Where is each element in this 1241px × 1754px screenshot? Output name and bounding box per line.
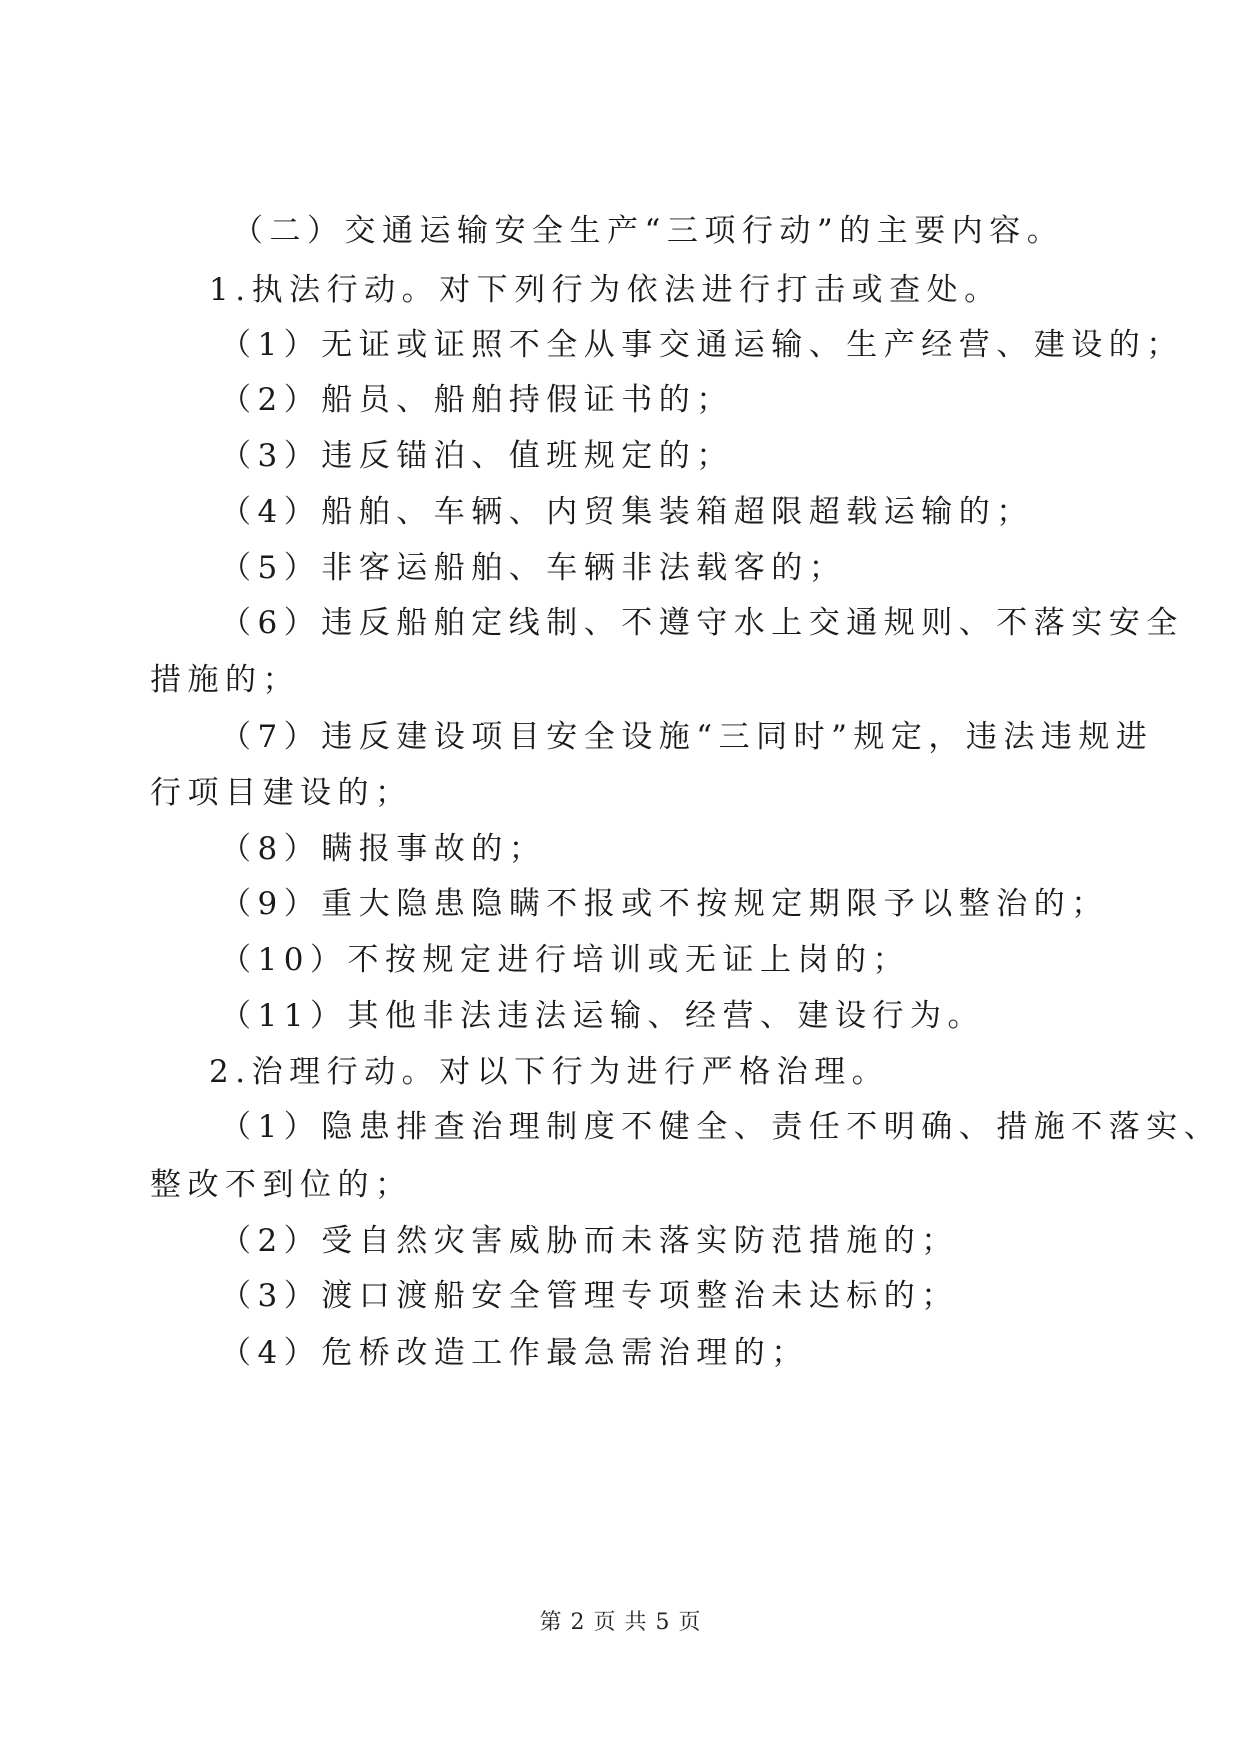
list-item: （3）违反锚泊、值班规定的； [220,438,734,474]
list-item: （1）隐患排查治理制度不健全、责任不明确、措施不落实、 [220,1109,1222,1145]
list-item: （4）船舶、车辆、内贸集装箱超限超载运输的； [220,494,1034,530]
list-item: （5）非客运船舶、车辆非法载客的； [220,550,847,586]
list-item: （1）无证或证照不全从事交通运输、生产经营、建设的； [220,327,1184,363]
list-item: （2）船员、船舶持假证书的； [220,382,734,418]
list-item-continuation: 行项目建设的； [150,775,413,811]
section-heading: （二）交通运输安全生产“三项行动”的主要内容。 [232,213,1065,249]
list-item-continuation: 措施的； [150,662,300,698]
list-item: （11）其他非法违法运输、经营、建设行为。 [220,998,985,1034]
list-item: （9）重大隐患隐瞒不报或不按规定期限予以整治的； [220,886,1109,922]
list-item: （8）瞒报事故的； [220,831,547,867]
list-item: （7）违反建设项目安全设施“三同时”规定，违法违规进 [220,719,1154,755]
subsection-heading: 2.治理行动。对以下行为进行严格治理。 [209,1054,890,1090]
subsection-heading: 1.执法行动。对下列行为依法进行打击或查处。 [209,272,1002,308]
list-item: （2）受自然灾害威胁而未落实防范措施的； [220,1223,959,1259]
list-item: （3）渡口渡船安全管理专项整治未达标的； [220,1278,959,1314]
list-item-continuation: 整改不到位的； [150,1167,413,1203]
page-number: 第 2 页 共 5 页 [539,1610,702,1635]
list-item: （6）违反船舶定线制、不遵守水上交通规则、不落实安全 [220,605,1184,641]
list-item: （10）不按规定进行培训或无证上岗的； [220,942,910,978]
list-item: （4）危桥改造工作最急需治理的； [220,1335,809,1371]
